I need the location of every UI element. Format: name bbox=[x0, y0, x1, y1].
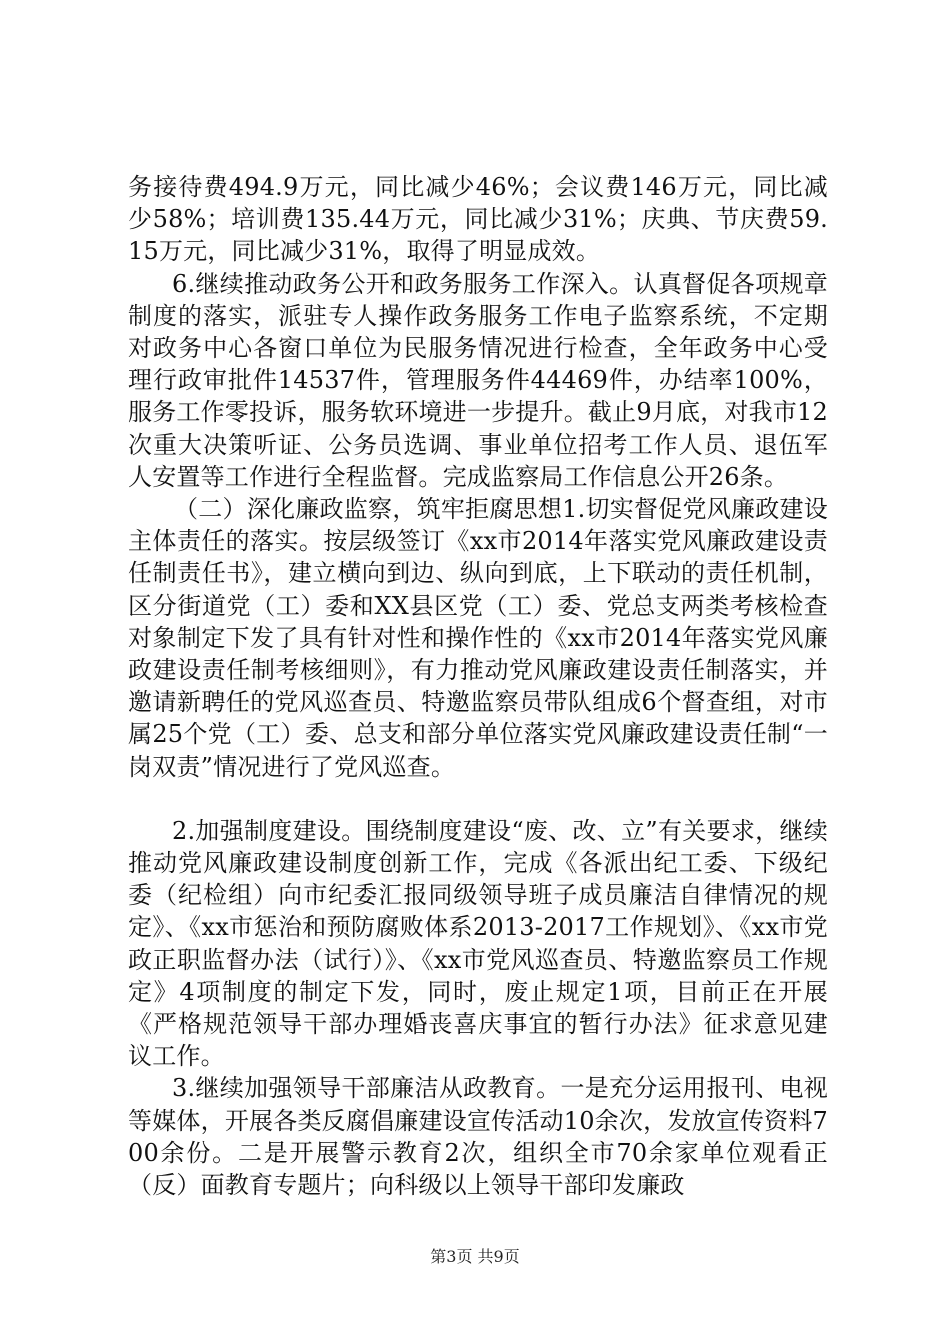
paragraph-continuation: 务接待费494.9万元，同比减少46%；会议费146万元，同比减少58%；培训费135.44万元，同比减少31%；庆典、节庆费59.15万元，同比减少31%，取得了明显成效。 bbox=[128, 173, 828, 266]
paragraph-spacer bbox=[128, 783, 828, 815]
paragraph-section-2: （二）深化廉政监察，筑牢拒腐思想1.切实督促党风廉政建设主体责任的落实。按层级签订《xx市2014年落实党风廉政建设责任制责任书》，建立横向到边、纵向到底，上下联动的责任机制，区分街道党（工）委和XX县区党（工）委、党总支两类考核检查对象制定下发了具有针对性和操作性的《xx市2014年落实党风廉政建设责任制考核细则》，有力推动党风廉政建设责任制落实，并邀请新聘任的党风巡查员、特邀监察员带队组成6个督查组，对市属25个党（工）委、总支和部分单位落实党风廉政建设责任制“一岗双责”情况进行了党风巡查。 bbox=[128, 495, 828, 781]
document-body bbox=[128, 171, 828, 1201]
paragraph-item-2: 2.加强制度建设。围绕制度建设“废、改、立”有关要求，继续推动党风廉政建设制度创新工作，完成《各派出纪工委、下级纪委（纪检组）向市纪委汇报同级领导班子成员廉洁自律情况的规定》、《xx市惩治和预防腐败体系2013-2017工作规划》、《xx市党政正职监督办法（试行）》、《xx市党风巡查员、特邀监察员工作规定》4项制度的制定下发，同时，废止规定1项，目前正在开展《严格规范领导干部办理婚丧喜庆事宜的暂行办法》征求意见建议工作。 bbox=[128, 816, 828, 1071]
paragraph-item-6: 6.继续推动政务公开和政务服务工作深入。认真督促各项规章制度的落实，派驻专人操作政务服务工作电子监察系统，不定期对政务中心各窗口单位为民服务情况进行检查，全年政务中心受理行政审批件14537件，管理服务件44469件，办结率100%，服务工作零投诉，服务软环境进一步提升。截止9月底，对我市12次重大决策听证、公务员选调、事业单位招考工作人员、退伍军人安置等工作进行全程监督。完成监察局工作信息公开26条。 bbox=[128, 269, 828, 491]
page-number: 第3页 共9页 bbox=[430, 1247, 520, 1266]
paragraph-item-3: 3.继续加强领导干部廉洁从政教育。一是充分运用报刊、电视等媒体，开展各类反腐倡廉建设宣传活动10余次，发放宣传资料700余份。二是开展警示教育2次，组织全市70余家单位观看正（反）面教育专题片；向科级以上领导干部印发廉政 bbox=[128, 1074, 828, 1200]
